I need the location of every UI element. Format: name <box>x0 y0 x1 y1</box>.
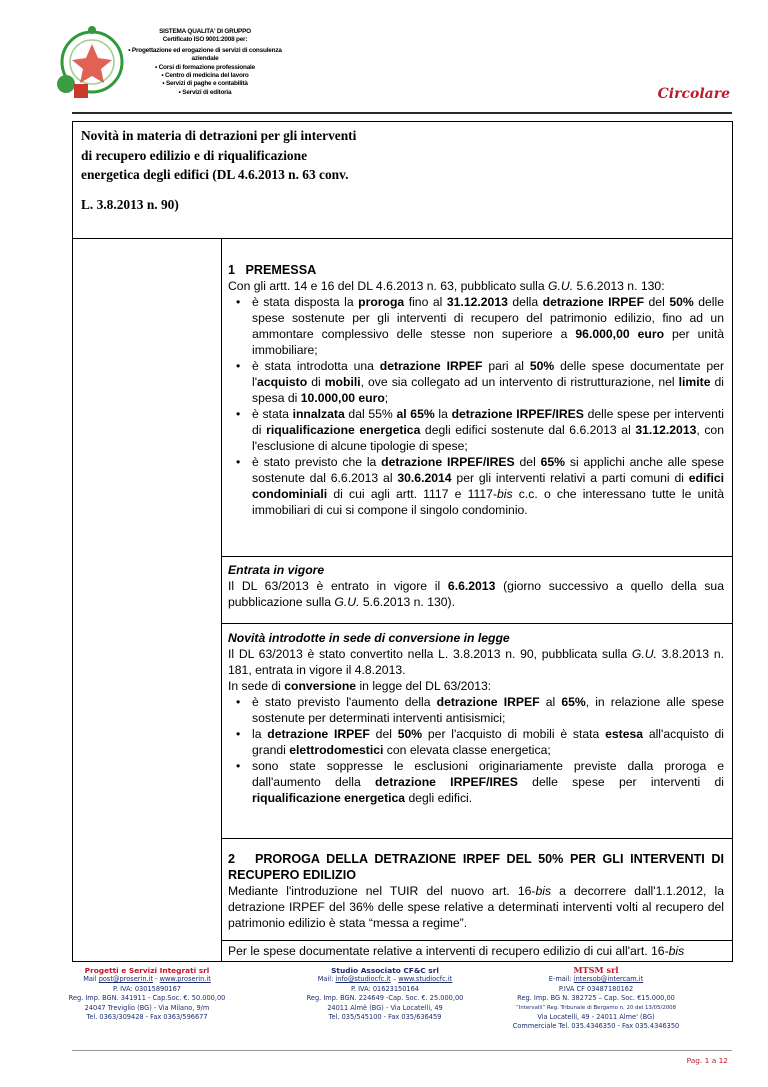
service-item: • Progettazione ed erogazione di servizi di consulenza aziendale <box>120 47 290 64</box>
subsection-heading: Novità introdotte in sede di conversione in legge <box>228 631 510 645</box>
vat-line: P.IVA CF 03487180162 <box>558 984 634 993</box>
list-item: • è stato previsto l'aumento della detrazione IRPEF al 65%, in relazione alle spese sostenute per determinati interventi antisismici; <box>250 694 724 726</box>
email-link[interactable]: info@studiocfc.it <box>335 975 391 984</box>
contact-line: Mail post@proserin.it - www.proserin.it <box>83 975 211 984</box>
left-margin-column <box>72 239 222 962</box>
registry-line: Reg. Imp. BGN. 224649 -Cap. Soc. €. 25.000,00 <box>306 994 464 1003</box>
paragraph: Il DL 63/2013 è stato convertito nella L. 3.8.2013 n. 90, pubblicata sulla G.U. 3.8.2013 n. 181, entrata in vigore il 4.8.2013. <box>228 647 724 677</box>
service-item: • Servizi di editoria <box>120 89 290 97</box>
heading-text: PROROGA DELLA DETRAZIONE IRPEF DEL 50% PER GLI INTERVENTI DI RECUPERO EDILIZIO <box>228 852 724 882</box>
website-link[interactable]: www.studiocfc.it <box>398 975 453 984</box>
bullet-list <box>228 694 724 806</box>
tribunal-line: “Intervalli” Reg. Tribunale di Bergamo n. 20 del 13/05/2008 <box>515 1004 677 1011</box>
vat-line: P. IVA: 01623150164 <box>350 984 420 993</box>
list-item: • la detrazione IRPEF del 50% per l'acquisto di mobili è stata estesa all'acquisto di grandi elettrodomestici con elevata classe energetica; <box>250 726 724 758</box>
title-line: energetica degli edifici (DL 4.6.2013 n. 63 conv. <box>81 167 349 182</box>
service-item: • Centro di medicina del lavoro <box>120 72 290 80</box>
page-number: Pag. 1 a 12 <box>686 1056 728 1065</box>
title-line: Novità in materia di detrazioni per gli interventi <box>81 128 357 143</box>
website-link[interactable]: www.proserin.it <box>159 975 211 984</box>
quality-title: SISTEMA QUALITA' DI GRUPPO <box>159 28 251 35</box>
address-line: 24011 Almè (BG) - Via Locatelli, 49 <box>327 1003 443 1012</box>
list-item: • è stato previsto che la detrazione IRPEF/IRES del 65% si applichi anche alle spese sostenute dal 6.6.2013 al 30.6.2014 per gli interventi relativi a parti comuni di edifici condominiali di cui agli artt. 1117 e 1117-bis c.c. o che interessano tutte le unità immobiliari di cui si compone il singolo condominio. <box>250 454 724 518</box>
section-conversione <box>228 630 724 806</box>
header-divider <box>72 112 732 114</box>
section-continuation <box>228 943 724 959</box>
section-entrata-in-vigore <box>228 562 724 610</box>
row-divider <box>222 940 733 941</box>
services-list <box>120 47 290 97</box>
list-item: • è stata introdotta una detrazione IRPEF pari al 50% delle spese documentate per l'acquisto di mobili, ove sia collegato ad un intervento di ristrutturazione, nel limite di spesa di 10.000,00 euro; <box>250 358 724 406</box>
quality-system-block <box>120 28 290 97</box>
footer-divider <box>72 1050 732 1051</box>
phone-line: Tel. 0363/309428 - Fax 0363/596677 <box>86 1013 208 1022</box>
email-link[interactable]: post@proserin.it <box>98 975 154 984</box>
contact-line: E-mail: intersob@intercam.it <box>548 975 644 984</box>
contact-line: Mail: info@studiocfc.it – www.studiocfc.it <box>317 975 453 984</box>
address-line: 24047 Treviglio (BG) - Via Milano, 9/m <box>84 1003 210 1012</box>
section-premessa <box>228 262 724 518</box>
bullet-list <box>228 294 724 518</box>
row-divider <box>222 556 733 557</box>
title-line: di recupero edilizio e di riqualificazione <box>81 147 308 163</box>
company-name: MTSM srl <box>573 965 619 975</box>
paragraph: Il DL 63/2013 è entrato in vigore il 6.6.2013 (giorno successivo a quello della sua pubblicazione sulla G.U. 5.6.2013 n. 130). <box>228 579 724 609</box>
intro-paragraph: Con gli artt. 14 e 16 del DL 4.6.2013 n. 63, pubblicato sulla G.U. 5.6.2013 n. 130: <box>228 279 665 293</box>
title-line: L. 3.8.2013 n. 90) <box>81 196 179 212</box>
company-name: Progetti e Servizi Integrati srl <box>84 966 210 975</box>
phone-line: Tel. 035/545100 - Fax 035/636459 <box>328 1013 442 1022</box>
list-item: • è stata innalzata dal 55% al 65% la detrazione IRPEF/IRES delle spese per interventi di riqualificazione energetica degli edifici sostenute dal 6.6.2013 al 31.12.2013, con l'esclusione di alcune tipologie di spese; <box>250 406 724 454</box>
service-item: • Servizi di paghe e contabilità <box>120 80 290 88</box>
email-link[interactable]: intersob@intercam.it <box>573 975 644 984</box>
phone-line: Commerciale Tel. 035.4346350 - Fax 035.4346350 <box>512 1022 680 1031</box>
service-item: • Corsi di formazione professionale <box>120 64 290 72</box>
heading-number: 2 <box>228 852 236 866</box>
subsection-heading: Entrata in vigore <box>228 563 325 577</box>
section-proroga <box>228 851 724 931</box>
list-item: • è stata disposta la proroga fino al 31.12.2013 della detrazione IRPEF del 50% delle spese sostenute per gli interventi di recupero del patrimonio edilizio, fino ad un ammontare complessivo delle stesse non superiore a 96.000,00 euro per unità immobiliare; <box>250 294 724 358</box>
paragraph: In sede di conversione in legge del DL 63/2013: <box>228 679 492 693</box>
row-divider <box>222 623 733 624</box>
registry-line: Reg. Imp. BGN. 341911 - Cap.Soc. €. 50.000,00 <box>68 994 226 1003</box>
paragraph: Mediante l'introduzione nel TUIR del nuovo art. 16-bis a decorrere dall'1.1.2012, la detrazione IRPEF del 36% delle spese relative a determinati interventi volti al recupero del patrimonio edilizio è stata “messa a regime”. <box>228 884 724 930</box>
footer-company-proserin <box>58 966 236 1022</box>
heading-text: PREMESSA <box>245 263 317 277</box>
document-title <box>81 126 401 214</box>
registry-line: Reg. Imp. BG N. 382725 – Cap. Soc. €15.000,00 <box>517 994 675 1003</box>
certification-line: Certificato ISO 9001:2008 per: <box>162 36 248 44</box>
row-divider <box>222 838 733 839</box>
footer-company-mtsm <box>498 966 694 1032</box>
vat-line: P. IVA: 03015890167 <box>112 984 182 993</box>
paragraph: Per le spese documentate relative a interventi di recupero edilizio di cui all'art. 16-bis <box>228 944 685 958</box>
footer-company-cfc <box>296 966 474 1022</box>
list-item: • sono state soppresse le esclusioni originariamente previste dalla proroga e dall'aumento della detrazione IRPEF/IRES delle spese per interventi di riqualificazione energetica degli edifici. <box>250 758 724 806</box>
section-heading <box>228 262 724 278</box>
company-name: Studio Associato CF&C srl <box>331 966 439 975</box>
document-type-label: Circolare <box>657 86 730 102</box>
address-line: Via Locatelli, 49 - 24011 Alme' (BG) <box>537 1013 655 1022</box>
section-heading <box>228 851 724 883</box>
heading-number: 1 <box>228 263 236 277</box>
